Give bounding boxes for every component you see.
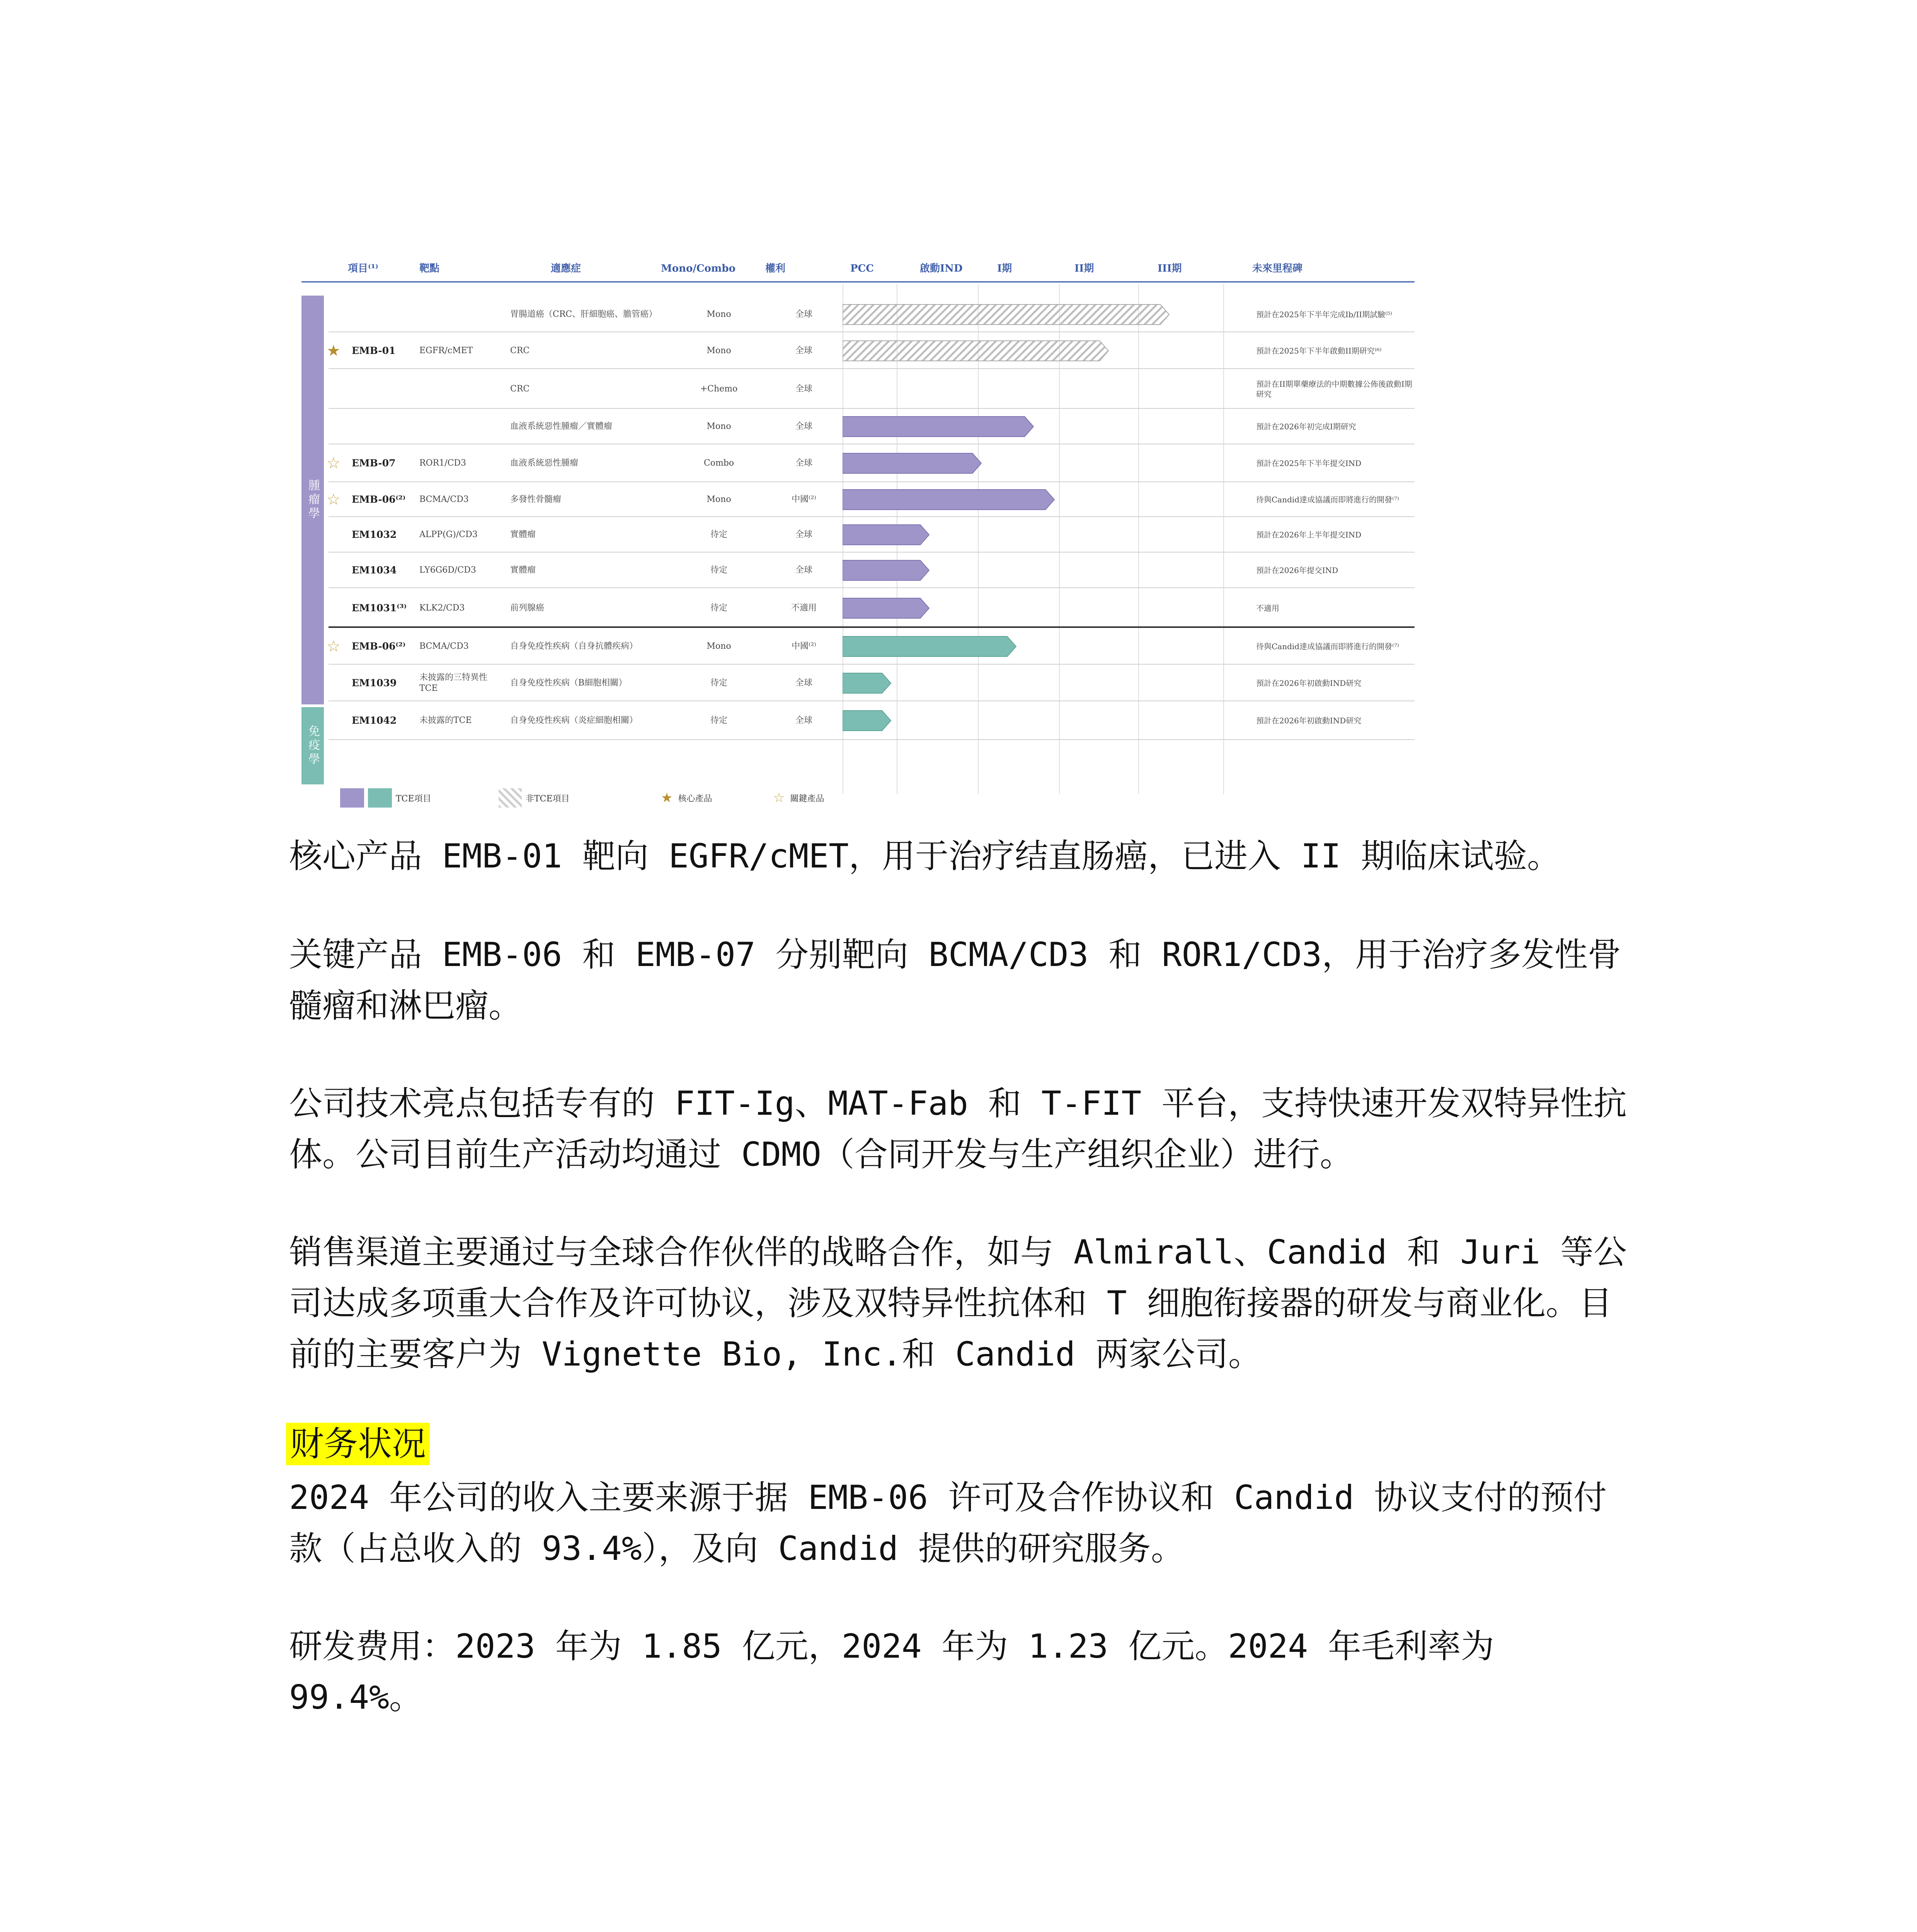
project-target: BCMA/CD3 <box>419 641 469 651</box>
project-mono-combo: 待定 <box>710 565 727 575</box>
project-milestone: 預計在2026年初啟動IND研究 <box>1256 716 1362 725</box>
stage-bar <box>843 340 1109 362</box>
project-indication: 胃腸道癌（CRC、肝細胞癌、膽管癌） <box>510 310 657 319</box>
project-indication: 血液系統惡性腫瘤／實體瘤 <box>510 422 613 431</box>
project-target: LY6G6D/CD3 <box>419 565 476 575</box>
row-divider <box>329 739 1415 740</box>
pipeline-row <box>329 482 1415 517</box>
project-milestone: 預計在2025年下半年提交IND <box>1256 459 1362 468</box>
pipeline-row <box>329 517 1415 553</box>
stage-bar-shape <box>843 598 929 618</box>
project-name: EM1042 <box>352 715 397 726</box>
legend-non-tce <box>499 788 570 808</box>
pipeline-row <box>329 701 1415 740</box>
project-indication: CRC <box>510 384 530 394</box>
legend-swatch-dotted <box>499 788 522 808</box>
stage-bar <box>843 636 1016 657</box>
header-ind: 啟動IND <box>920 263 963 274</box>
project-target: ALPP(G)/CD3 <box>419 530 478 539</box>
legend-core-label: 核心產品 <box>678 794 712 804</box>
header-p1: I期 <box>997 263 1012 274</box>
project-rights: 不適用 <box>791 603 817 613</box>
project-mono-combo: Mono <box>707 495 731 504</box>
paragraph-core-product: 核心产品 EMB-01 靶向 EGFR/cMET，用于治疗结直肠癌，已进入 II 期临床试验。 <box>289 837 1561 876</box>
pipeline-row <box>329 444 1415 482</box>
legend-tce <box>340 788 431 808</box>
stage-bar-shape <box>843 490 1054 510</box>
pipeline-row <box>329 628 1415 665</box>
project-indication: 血液系統惡性腫瘤 <box>510 458 579 468</box>
stage-bar <box>843 304 1170 325</box>
project-mono-combo: 待定 <box>710 603 727 613</box>
category-immunology: 免疫學 <box>301 707 324 784</box>
stage-bar-shape <box>843 711 891 731</box>
project-mono-combo: Mono <box>707 310 731 319</box>
stage-bar <box>843 560 930 581</box>
project-indication: 自身免疫性疾病（自身抗體疾病） <box>510 641 638 651</box>
project-milestone: 預計在2026年提交IND <box>1256 566 1338 575</box>
project-indication: 自身免疫性疾病（炎症細胞相關） <box>510 716 638 725</box>
project-target: KLK2/CD3 <box>419 603 465 613</box>
project-indication: 實體瘤 <box>510 565 536 575</box>
project-name: EMB-01 <box>352 345 396 356</box>
project-rights: 全球 <box>795 716 812 725</box>
project-name: EM1034 <box>352 565 397 576</box>
project-indication: CRC <box>510 345 530 355</box>
project-name: EMB-06⁽²⁾ <box>352 494 406 505</box>
project-mono-combo: 待定 <box>710 716 727 725</box>
project-milestone: 預計在2026年初完成I期研究 <box>1256 422 1356 431</box>
stage-bar <box>843 597 930 619</box>
project-name: EM1032 <box>352 529 397 540</box>
project-rights: 全球 <box>795 678 812 688</box>
legend-key <box>773 788 824 808</box>
project-target: 未披露的TCE <box>419 716 472 725</box>
project-indication: 實體瘤 <box>510 530 536 539</box>
project-target: ROR1/CD3 <box>419 458 466 468</box>
key-product-star-icon: ☆ <box>327 454 340 472</box>
project-milestone: 待與Candid達成協議而即將進行的開發⁽⁷⁾ <box>1256 495 1399 504</box>
project-rights: 全球 <box>795 384 812 394</box>
pipeline-row <box>329 409 1415 444</box>
pipeline-row <box>329 297 1415 332</box>
project-indication: 多發性骨髓瘤 <box>510 495 562 504</box>
paragraph-sales: 销售渠道主要通过与全球合作伙伴的战略合作，如与 Almirall、Candid 和 Juri 等公司达成多项重大合作及许可协议，涉及双特异性抗体和 T 细胞衔接器的研发与商业化。目前的主要客户为 Vignette Bio, Inc.和 Candid 两家公司。 <box>289 1233 1627 1374</box>
project-mono-combo: Mono <box>707 422 731 431</box>
category-oncology: 腫瘤學 <box>301 296 324 704</box>
project-indication: 前列腺癌 <box>510 603 545 613</box>
star-filled-icon: ★ <box>661 790 673 806</box>
project-milestone: 預計在II期單藥療法的中期數據公佈後啟動I期研究 <box>1256 379 1412 399</box>
stage-bar <box>843 452 982 474</box>
project-mono-combo: 待定 <box>710 530 727 539</box>
legend-non-tce-label: 非TCE項目 <box>526 794 570 804</box>
header-indication: 適應症 <box>551 263 581 274</box>
project-rights: 全球 <box>795 530 812 539</box>
paragraph-revenue: 2024 年公司的收入主要来源于据 EMB-06 许可及合作协议和 Candid 协议支付的预付款（占总收入的 93.4%），及向 Candid 提供的研究服务。 <box>289 1478 1607 1568</box>
project-rights: 全球 <box>795 345 812 355</box>
project-name <box>352 369 421 409</box>
project-name <box>352 409 421 444</box>
paragraph-rd-expense: 研发费用：2023 年为 1.85 亿元，2024 年为 1.23 亿元。2024 年毛利率为 99.4%。 <box>289 1627 1494 1717</box>
project-name: EMB-07 <box>352 457 396 469</box>
stage-bar-shape <box>843 453 981 473</box>
paragraph-key-products: 关键产品 EMB-06 和 EMB-07 分别靶向 BCMA/CD3 和 ROR1/CD3，用于治疗多发性骨髓瘤和淋巴瘤。 <box>289 935 1621 1025</box>
pipeline-table <box>301 259 1415 806</box>
stage-bar <box>843 416 1034 437</box>
project-rights: 中國⁽²⁾ <box>792 495 816 504</box>
header-rights: 權利 <box>765 263 786 274</box>
key-product-star-icon: ☆ <box>327 491 340 509</box>
project-milestone: 待與Candid達成協議而即將進行的開發⁽⁷⁾ <box>1256 641 1399 651</box>
header-target: 靶點 <box>419 263 440 274</box>
section-heading-financial: 财务状况 <box>286 1423 430 1465</box>
header-rule <box>301 281 1415 282</box>
project-target: 未披露的三特異性TCE <box>419 672 488 693</box>
project-name <box>352 297 421 332</box>
stage-bar <box>843 489 1055 510</box>
project-mono-combo: Combo <box>703 458 734 468</box>
project-target <box>419 297 504 332</box>
legend-swatch-teal <box>368 788 392 808</box>
legend-swatch-purple <box>340 788 364 808</box>
pipeline-row <box>329 665 1415 701</box>
project-milestone: 預計在2026年初啟動IND研究 <box>1256 678 1362 688</box>
pipeline-row <box>329 553 1415 588</box>
project-mono-combo: 待定 <box>710 678 727 688</box>
project-target <box>419 409 504 444</box>
stage-bar-shape <box>843 341 1108 361</box>
project-milestone: 預計在2026年上半年提交IND <box>1256 530 1362 539</box>
project-mono-combo: Mono <box>707 641 731 651</box>
legend-key-label: 關鍵產品 <box>790 794 824 804</box>
stage-bar-shape <box>843 673 891 693</box>
pipeline-row <box>329 369 1415 409</box>
stage-bar-shape <box>843 636 1016 656</box>
header-p2: II期 <box>1074 263 1094 274</box>
project-target: BCMA/CD3 <box>419 495 469 504</box>
project-rights: 全球 <box>795 422 812 431</box>
stage-bar-shape <box>843 304 1169 325</box>
stage-bar-shape <box>843 525 929 545</box>
header-pcc: PCC <box>850 263 874 274</box>
stage-bar <box>843 672 891 694</box>
project-rights: 全球 <box>795 310 812 319</box>
project-rights: 全球 <box>795 565 812 575</box>
project-rights: 全球 <box>795 458 812 468</box>
stage-bar-shape <box>843 560 929 580</box>
project-indication: 自身免疫性疾病（B細胞相關） <box>510 678 627 688</box>
project-milestone: 預計在2025年下半年完成Ib/II期試驗⁽⁵⁾ <box>1256 310 1392 319</box>
stage-bar <box>843 710 891 731</box>
project-rights: 中國⁽²⁾ <box>792 641 816 651</box>
project-mono-combo: +Chemo <box>700 384 738 394</box>
paragraph-technology: 公司技术亮点包括专有的 FIT-Ig、MAT-Fab 和 T-FIT 平台，支持快速开发双特异性抗体。公司目前生产活动均通过 CDMO（合同开发与生产组织企业）进行。 <box>289 1084 1627 1174</box>
core-product-star-icon: ★ <box>327 342 340 360</box>
legend-tce-label: TCE項目 <box>396 794 431 804</box>
header-mono: Mono/Combo <box>661 263 735 274</box>
project-target: EGFR/cMET <box>419 345 473 355</box>
stage-bar <box>843 524 930 546</box>
project-name: EM1031⁽³⁾ <box>352 602 407 614</box>
pipeline-row <box>329 588 1415 628</box>
project-name: EM1039 <box>352 677 397 689</box>
stage-bar-shape <box>843 417 1033 437</box>
star-outline-icon: ☆ <box>773 790 785 806</box>
project-milestone: 預計在2025年下半年啟動II期研究⁽⁶⁾ <box>1256 346 1382 355</box>
header-p3: III期 <box>1158 263 1182 274</box>
header-milestones: 未來里程碑 <box>1252 263 1303 274</box>
project-name: EMB-06⁽²⁾ <box>352 640 406 652</box>
pipeline-row <box>329 332 1415 369</box>
header-project: 項目⁽¹⁾ <box>348 263 378 274</box>
legend-core <box>661 788 712 808</box>
key-product-star-icon: ☆ <box>327 637 340 655</box>
project-mono-combo: Mono <box>707 345 731 355</box>
project-milestone: 不適用 <box>1256 603 1279 613</box>
project-target <box>419 369 504 409</box>
